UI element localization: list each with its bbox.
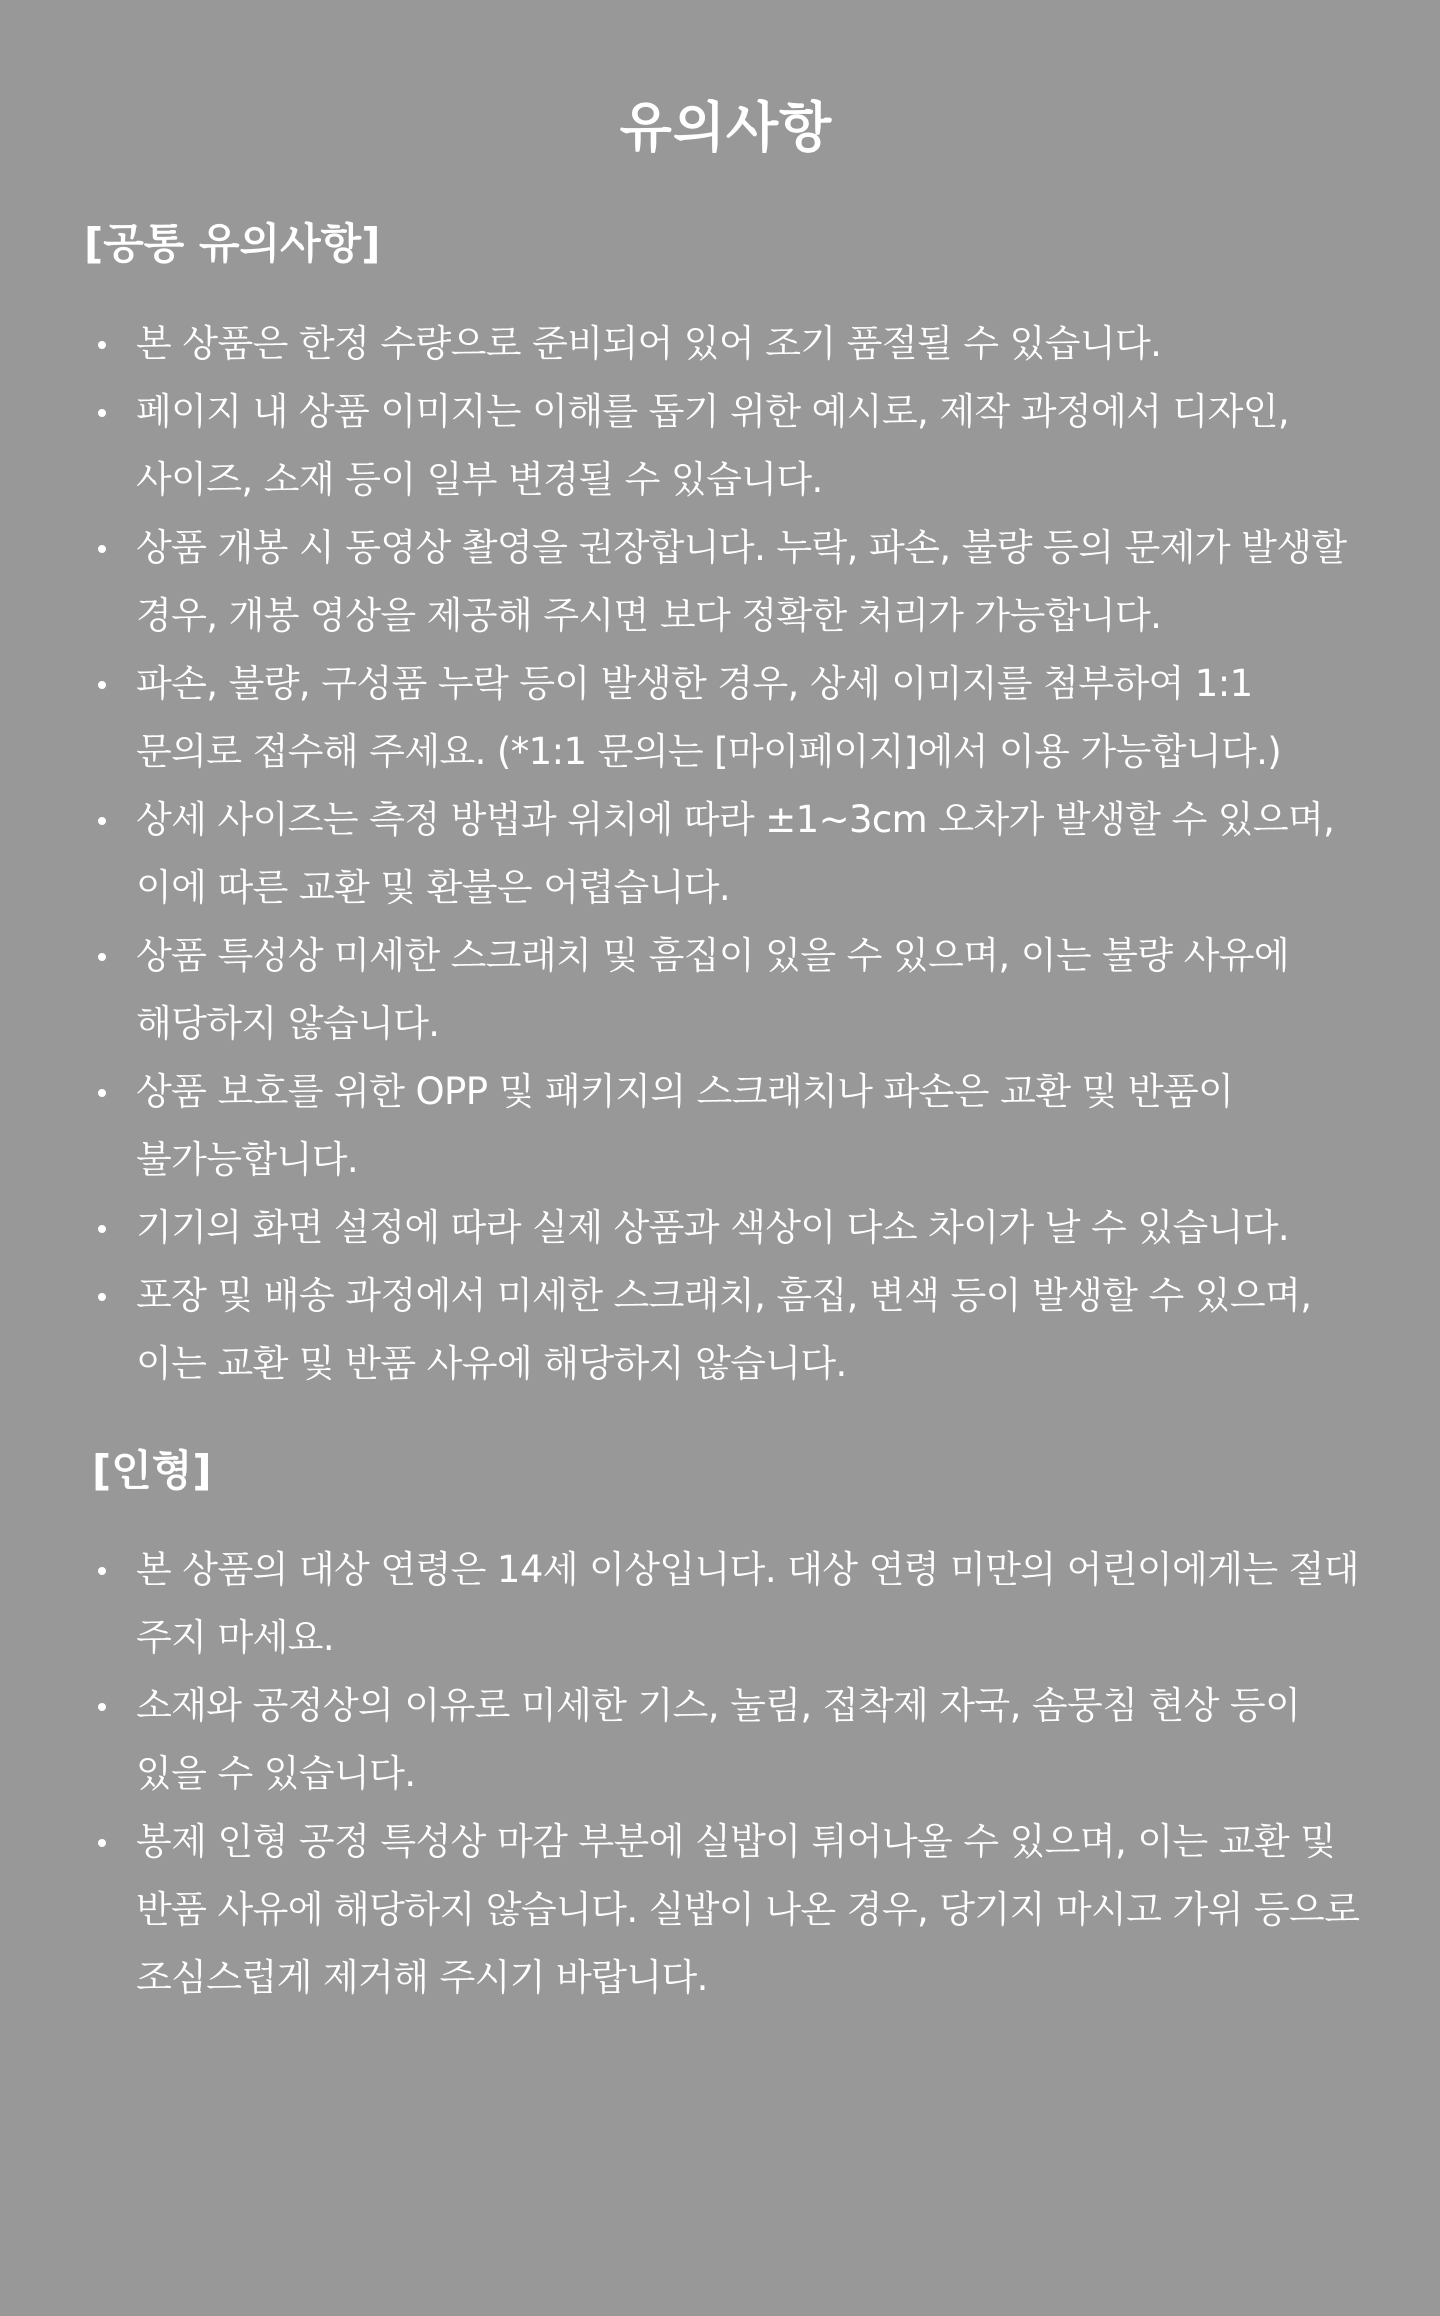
list-item: 기기의 화면 설정에 따라 실제 상품과 색상이 다소 차이가 날 수 있습니다. [84, 1194, 1368, 1262]
list-item: 본 상품은 한정 수량으로 준비되어 있어 조기 품절될 수 있습니다. [84, 310, 1368, 378]
doll-notes-list [84, 1536, 1368, 2012]
section-heading-common: [공통 유의사항] [84, 219, 381, 269]
page-title: 유의사항 [619, 96, 833, 159]
list-item: 페이지 내 상품 이미지는 이해를 돕기 위한 예시로, 제작 과정에서 디자인, 사이즈, 소재 등이 일부 변경될 수 있습니다. [84, 378, 1368, 514]
list-item: 포장 및 배송 과정에서 미세한 스크래치, 흠집, 변색 등이 발생할 수 있으며, 이는 교환 및 반품 사유에 해당하지 않습니다. [84, 1262, 1368, 1398]
section-common-notes [84, 219, 1368, 1397]
list-item: 봉제 인형 공정 특성상 마감 부분에 실밥이 튀어나올 수 있으며, 이는 교환 및 반품 사유에 해당하지 않습니다. 실밥이 나온 경우, 당기지 마시고 가위 등으로 조심스럽게 제거해 주시기 바랍니다. [84, 1808, 1368, 2012]
list-item: 상세 사이즈는 측정 방법과 위치에 따라 ±1~3cm 오차가 발생할 수 있으며, 이에 따른 교환 및 환불은 어렵습니다. [84, 786, 1368, 922]
list-item: 소재와 공정상의 이유로 미세한 기스, 눌림, 접착제 자국, 솜뭉침 현상 등이 있을 수 있습니다. [84, 1672, 1368, 1808]
list-item: 상품 보호를 위한 OPP 및 패키지의 스크래치나 파손은 교환 및 반품이 불가능합니다. [84, 1058, 1368, 1194]
list-item: 본 상품의 대상 연령은 14세 이상입니다. 대상 연령 미만의 어린이에게는 절대 주지 마세요. [84, 1536, 1368, 1672]
section-doll-notes [84, 1446, 1368, 2012]
section-heading-doll: [인형] [92, 1445, 212, 1495]
list-item: 상품 특성상 미세한 스크래치 및 흠집이 있을 수 있으며, 이는 불량 사유에 해당하지 않습니다. [84, 922, 1368, 1058]
common-notes-list [84, 310, 1368, 1398]
list-item: 상품 개봉 시 동영상 촬영을 권장합니다. 누락, 파손, 불량 등의 문제가 발생할 경우, 개봉 영상을 제공해 주시면 보다 정확한 처리가 가능합니다. [84, 514, 1368, 650]
list-item: 파손, 불량, 구성품 누락 등이 발생한 경우, 상세 이미지를 첨부하여 1:1 문의로 접수해 주세요. (*1:1 문의는 [마이페이지]에서 이용 가능합니다.) [84, 650, 1368, 786]
